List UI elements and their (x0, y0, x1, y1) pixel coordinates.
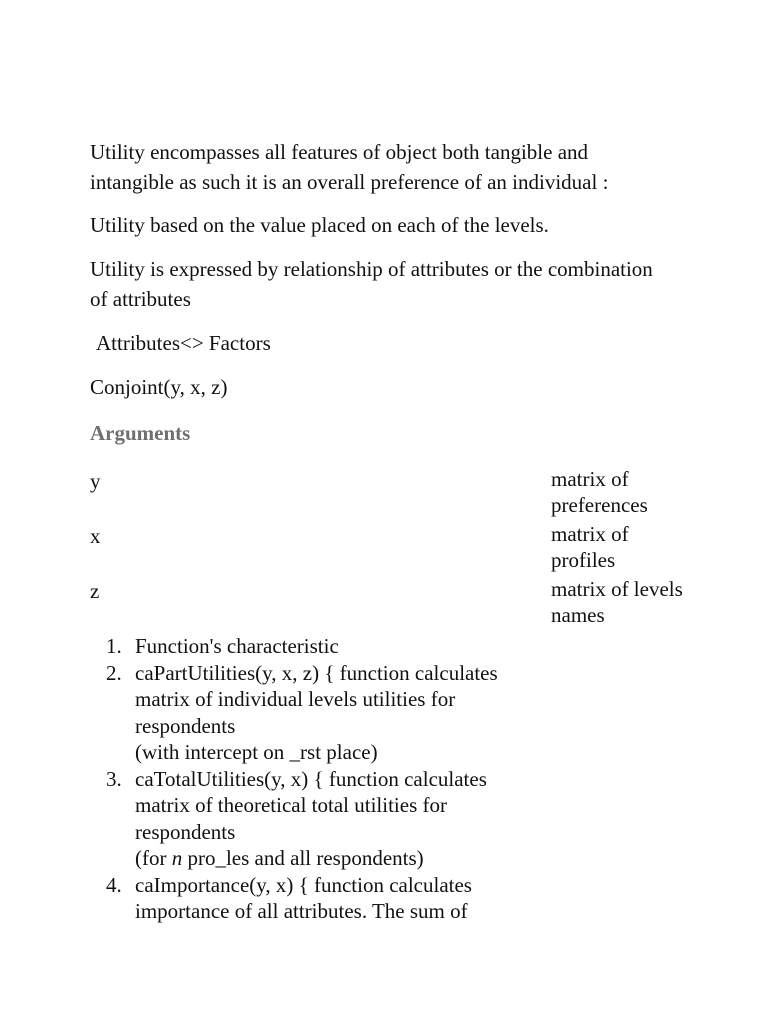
list-item-number: 2. (106, 660, 122, 685)
argument-row-x (90, 521, 690, 575)
list-item-note: (with intercept on _rst place) (135, 740, 378, 764)
list-item-number: 1. (106, 634, 122, 658)
list-item-text: caPartUtilities(y, x, z) { function calculates matrix of individual levels utilities for respondents (135, 660, 498, 738)
note-suffix: pro_les and all respondents) (182, 846, 424, 870)
list-item (106, 660, 546, 766)
list-item (106, 633, 546, 660)
paragraph-utility-definition: Utility encompasses all features of object both tangible and intangible as such it is an overall preference of an individual : (90, 140, 609, 194)
list-item-number: 4. (106, 872, 122, 897)
list-item (106, 872, 546, 925)
argument-row-y (90, 466, 690, 520)
arguments-heading: Arguments (90, 421, 191, 445)
argument-row-z (90, 576, 690, 630)
list-item-number: 3. (106, 766, 122, 791)
note-italic: n (171, 846, 183, 870)
argument-name: z (90, 579, 100, 603)
function-list (106, 633, 546, 925)
list-item-text: Function's characteristic (135, 634, 339, 658)
argument-description: matrix of profiles (551, 522, 629, 572)
argument-name: y (90, 469, 101, 493)
argument-description: matrix of levels names (551, 577, 683, 627)
list-item-text: caImportance(y, x) { function calculates importance of all attributes. The sum of (135, 872, 472, 923)
list-item-note (135, 845, 546, 872)
paragraph-conjoint-signature: Conjoint(y, x, z) (90, 375, 228, 399)
note-prefix: (for (135, 846, 172, 870)
paragraph-attributes-factors: Attributes<> Factors (96, 331, 271, 355)
paragraph-utility-relationship: Utility is expressed by relationship of attributes or the combination of attributes (90, 257, 653, 311)
paragraph-utility-levels: Utility based on the value placed on each of the levels. (90, 213, 549, 237)
list-item-text: caTotalUtilities(y, x) { function calculates matrix of theoretical total utilities for respondents (135, 766, 487, 844)
argument-description: matrix of preferences (551, 467, 648, 517)
list-item (106, 766, 546, 872)
argument-name: x (90, 524, 101, 548)
